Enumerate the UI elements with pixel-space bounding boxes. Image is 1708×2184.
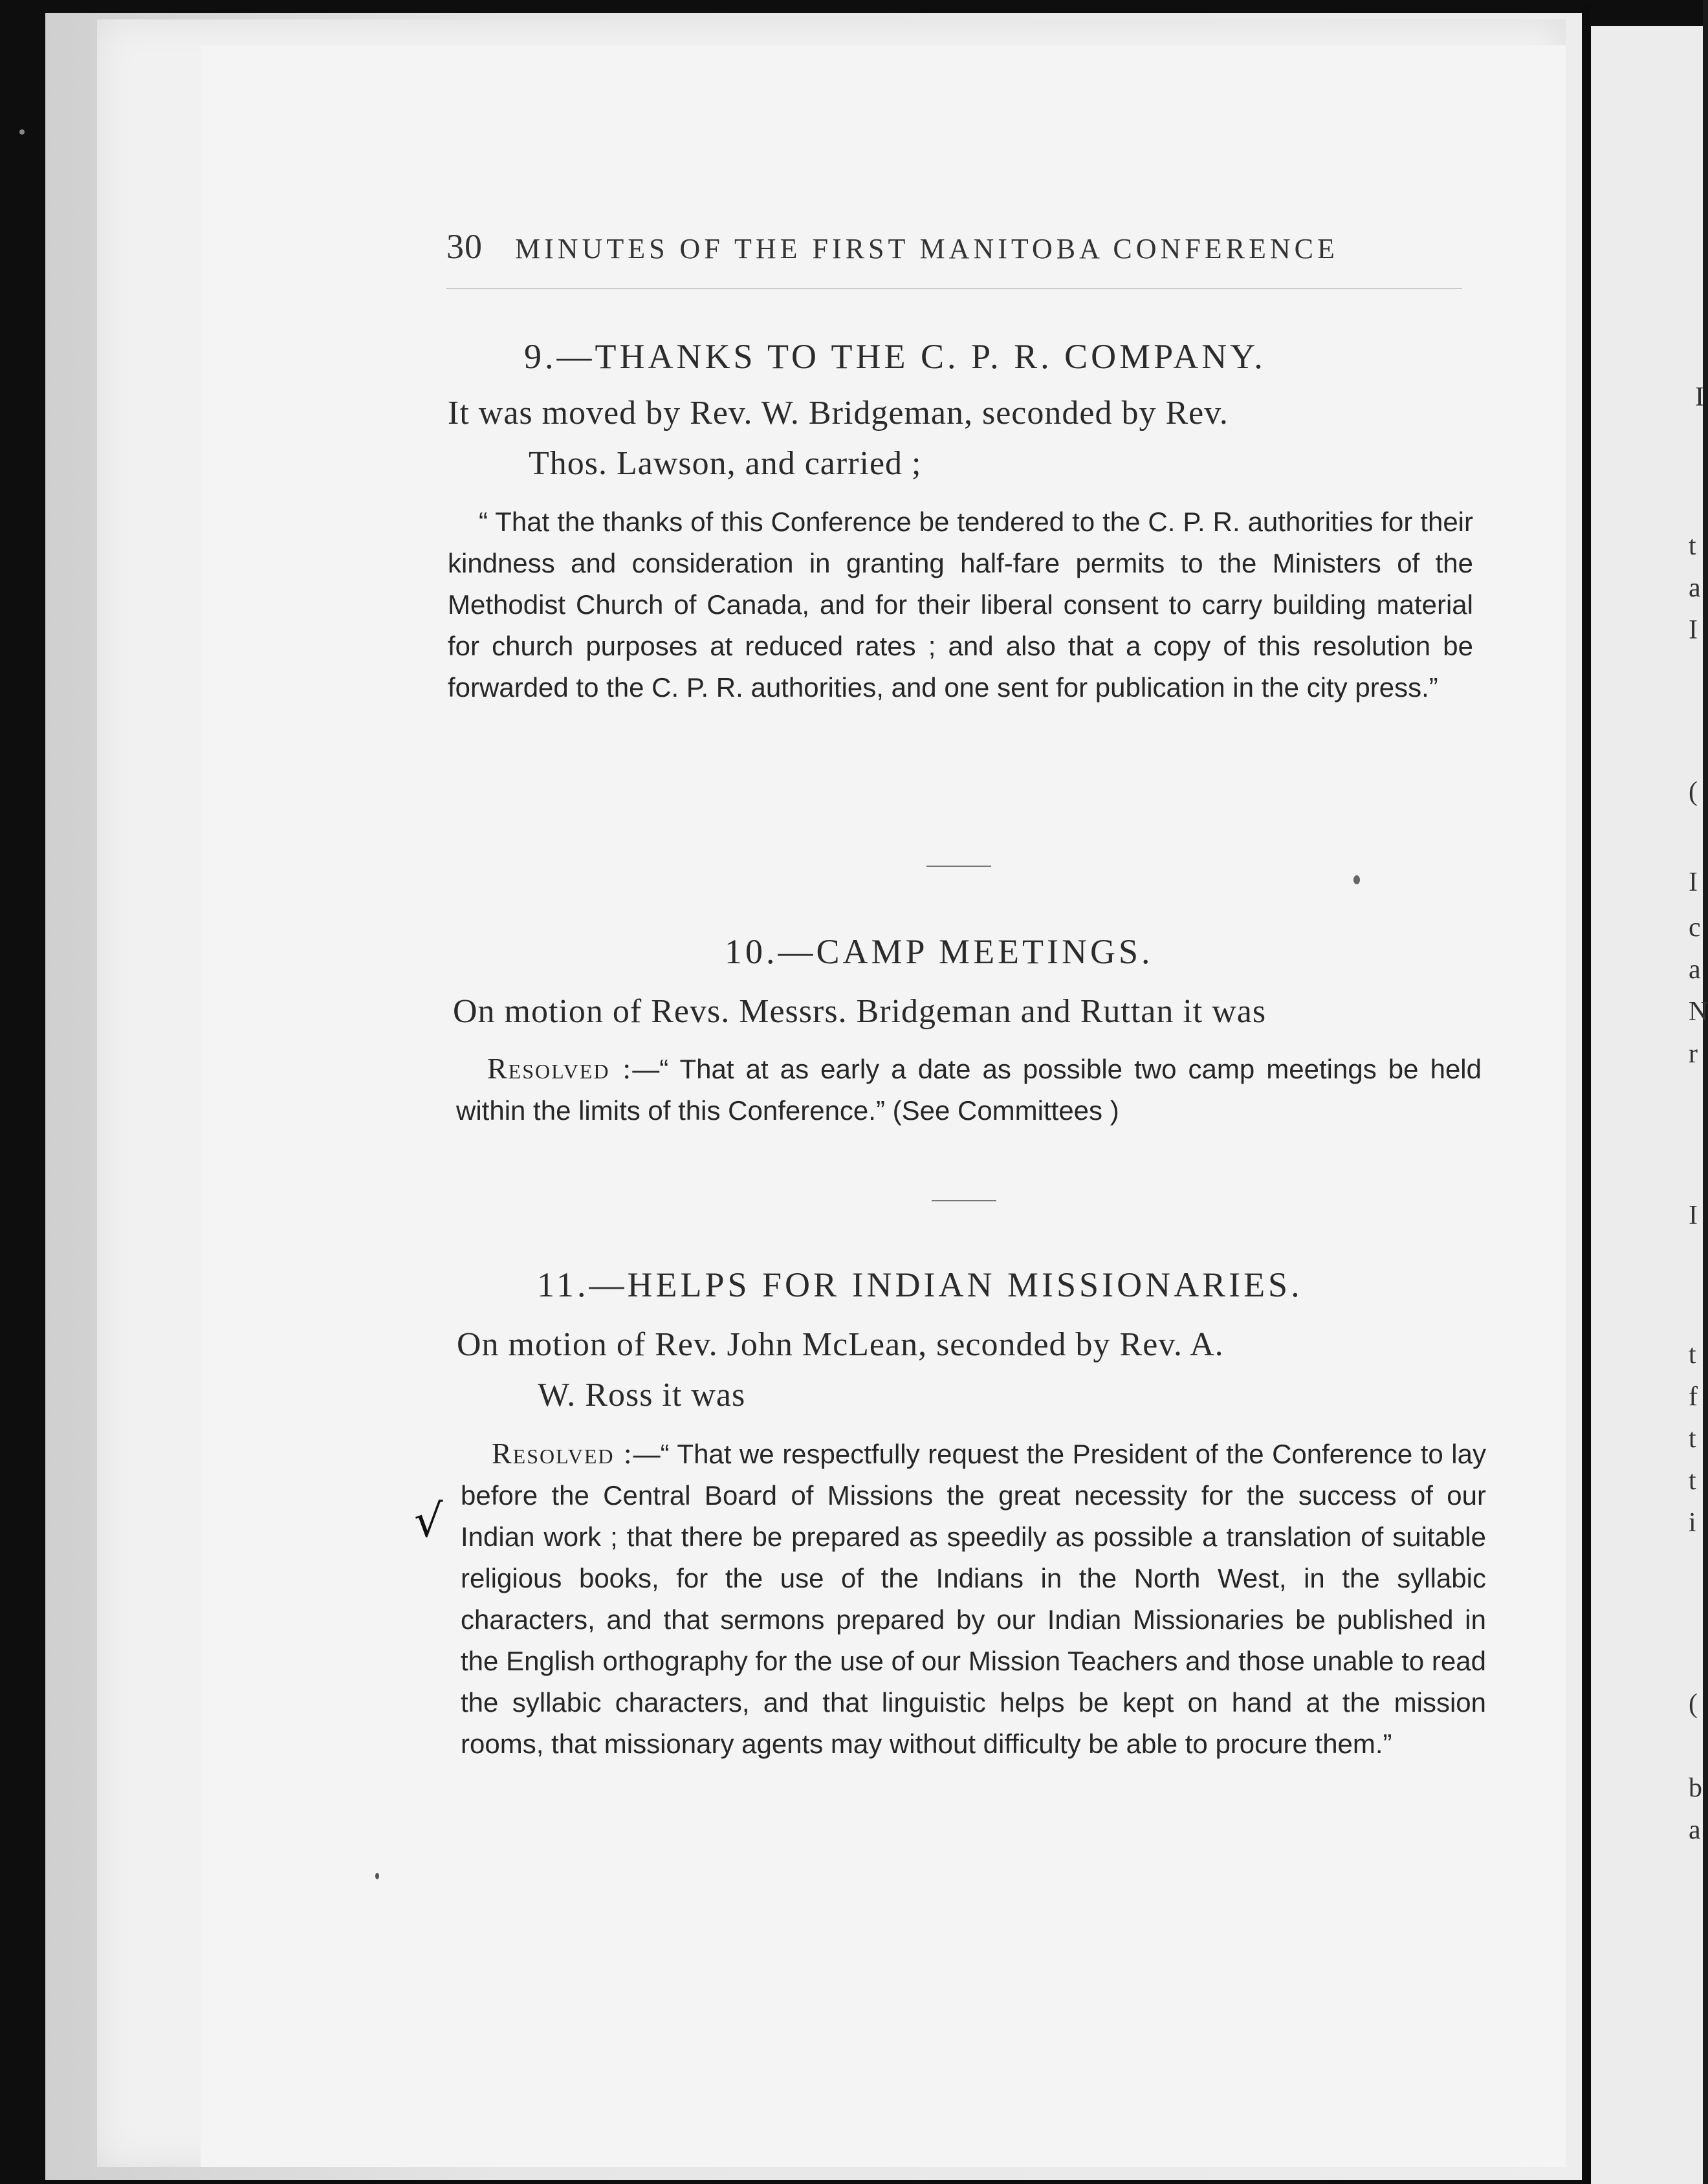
resolution-text-10 xyxy=(456,1048,1482,1131)
ink-speck xyxy=(1353,875,1360,884)
resolution-text-11 xyxy=(461,1433,1486,1765)
header-rule xyxy=(446,288,1462,289)
motion-line: Thos. Lawson, and carried ; xyxy=(529,445,922,482)
edge-glyph: t xyxy=(1689,1424,1696,1454)
section-divider xyxy=(932,1200,996,1201)
motion-line: On motion of Revs. Messrs. Bridgeman and Ruttan it was xyxy=(453,993,1267,1030)
motion-line: It was moved by Rev. W. Bridgeman, seconded by Rev. xyxy=(448,395,1229,431)
resolution-text-9 xyxy=(448,501,1473,708)
section-heading-9: 9.—THANKS TO THE C. P. R. COMPANY. xyxy=(524,337,1266,376)
section-heading-11: 11.—HELPS FOR INDIAN MISSIONARIES. xyxy=(537,1265,1303,1304)
edge-glyph: t xyxy=(1689,531,1696,561)
next-page-edge xyxy=(1591,26,1703,2184)
edge-glyph: ( xyxy=(1689,777,1698,807)
resolved-label: Resolved : xyxy=(487,1052,633,1085)
running-head-title: MINUTES OF THE FIRST MANITOBA CONFERENCE xyxy=(515,233,1339,265)
section-motion-9 xyxy=(448,388,1476,489)
edge-glyph: t xyxy=(1689,1466,1696,1496)
edge-glyph: a xyxy=(1689,573,1701,603)
running-head xyxy=(446,226,1378,267)
ink-speck xyxy=(375,1873,379,1879)
resolved-label: Resolved : xyxy=(492,1437,633,1470)
resolution-body: —“ That we respectfully request the President of the Conference to lay before the Central Board of Missions the great necessity for the success of our Indian work ; that there be prepared as speedily as possible a translation of suitable religious books, for the use of the Indians in the North West, in the syllabic characters, and that sermons prepared by our Indian Missionaries be published in the English orthography for the use of our Mission Teachers and those unable to read the syllabic characters, and that linguistic helps be kept on hand at the mission rooms, that missionary agents may without difficulty be able to procure them.” xyxy=(461,1439,1486,1759)
edge-glyph: I xyxy=(1689,1201,1698,1230)
edge-glyph: c xyxy=(1689,913,1701,943)
edge-glyph: I xyxy=(1689,615,1698,645)
edge-glyph: t xyxy=(1689,1340,1696,1370)
section-motion-11 xyxy=(457,1320,1485,1421)
edge-glyph: a xyxy=(1689,1815,1701,1845)
edge-glyph: b xyxy=(1689,1773,1702,1803)
section-heading-10: 10.—CAMP MEETINGS. xyxy=(725,932,1154,971)
resolution-body: —“ That at as early a date as possible two camp meetings be held within the limits of this Conference.” (See Committees ) xyxy=(456,1054,1482,1126)
edge-glyph: I xyxy=(1689,868,1698,897)
edge-glyph: r xyxy=(1689,1039,1698,1069)
edge-glyph: a xyxy=(1689,955,1701,985)
edge-glyph: i xyxy=(1689,1508,1696,1538)
handwritten-checkmark: √ xyxy=(414,1494,443,1547)
section-motion-10 xyxy=(453,987,1482,1037)
gutter xyxy=(1582,6,1591,2184)
edge-glyph: f xyxy=(1689,1382,1698,1412)
edge-glyph: I xyxy=(1695,382,1704,412)
motion-line: W. Ross it was xyxy=(538,1377,746,1414)
motion-line: On motion of Rev. John McLean, seconded by Rev. A. xyxy=(457,1326,1224,1363)
edge-glyph: ( xyxy=(1689,1689,1698,1719)
page-number: 30 xyxy=(446,227,483,266)
resolution-body: “ That the thanks of this Conference be tendered to the C. P. R. authorities for their kindness and consideration in granting half-fare permits to the Ministers of the Methodist Church of Canada, and for their liberal consent to carry building material for church purposes at reduced rates ; and also that a copy of this resolution be forwarded to the C. P. R. authorities, and one sent for publication in the city press.” xyxy=(448,507,1473,703)
section-divider xyxy=(926,866,991,867)
edge-glyph: N xyxy=(1689,997,1708,1027)
ink-speck xyxy=(19,129,25,135)
